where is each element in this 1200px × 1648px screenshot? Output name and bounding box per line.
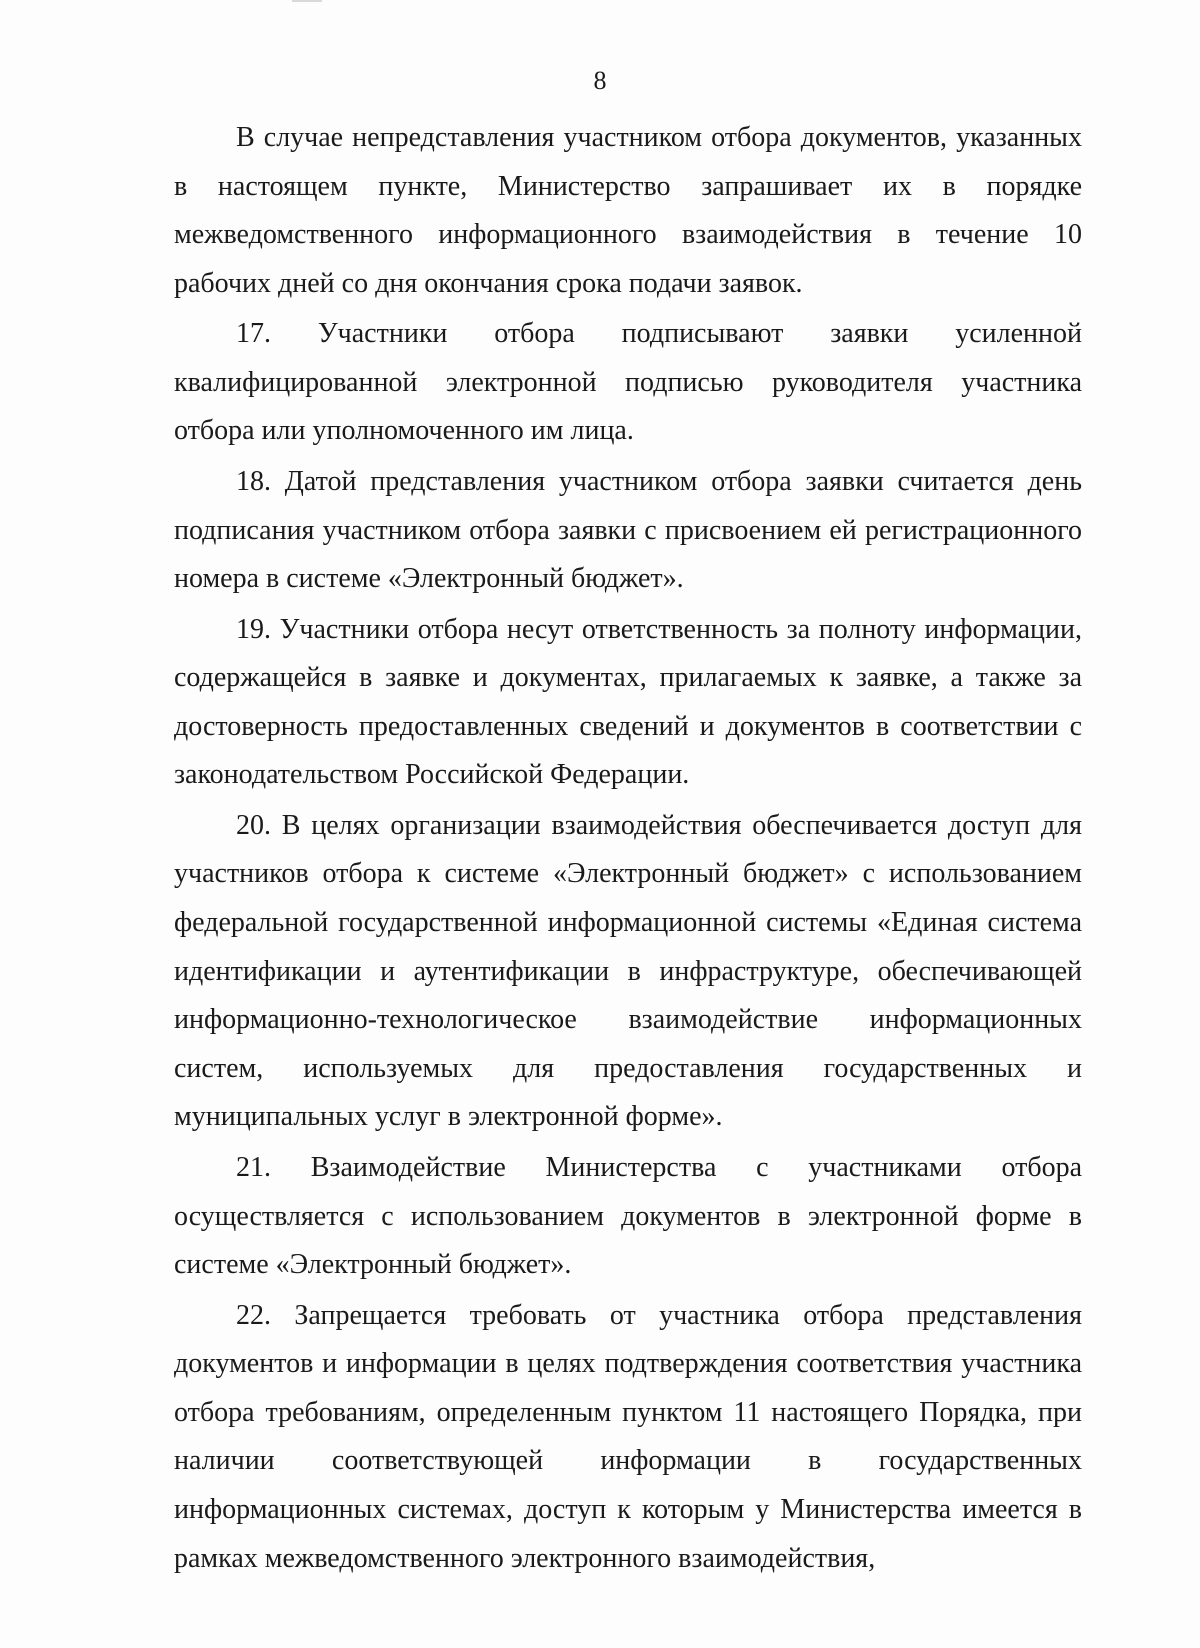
paragraph-20: 20. В целях организации взаимодействия обеспечивается доступ для участников отбора к системе «Электронный бюджет» с использованием федеральной государственной информационной системы «Единая система идентификации и аутентификации в инфраструктуре, обеспечивающей информационно-технологическое взаимодействие информационных систем, используемых для предоставления государственных и муниципальных услуг в электронной форме».: [174, 809, 1082, 1133]
paragraph-21: 21. Взаимодействие Министерства с участниками отбора осуществляется с использованием документов в электронной форме в системе «Электронный бюджет».: [174, 1151, 1082, 1281]
paragraph-22: 22. Запрещается требовать от участника отбора представления документов и информации в целях подтверждения соответствия участника отбора требованиям, определенным пунктом 11 настоящего Порядка, при наличии соответствующей информации в государственных информационных системах, доступ к которым у Министерства имеется в рамках межведомственного электронного взаимодействия,: [174, 1299, 1082, 1574]
page-number: 8: [593, 66, 607, 95]
paragraph-16-continuation: В случае непредставления участником отбора документов, указанных в настоящем пункте, Министерство запрашивает их в порядке межведомственного информационного взаимодействия в течение 10 рабочих дней со дня окончания срока подачи заявок.: [174, 122, 1082, 299]
paragraph-19: 19. Участники отбора несут ответственность за полноту информации, содержащейся в заявке и документах, прилагаемых к заявке, а также за достоверность предоставленных сведений и документов в соответствии с законодательством Российской Федерации.: [174, 613, 1082, 791]
paragraph-17: 17. Участники отбора подписывают заявки усиленной квалифицированной электронной подписью руководителя участника отбора или уполномоченного им лица.: [174, 318, 1082, 447]
scan-artifact: [292, 0, 322, 2]
paragraph-18: 18. Датой представления участником отбора заявки считается день подписания участником отбора заявки с присвоением ей регистрационного номера в системе «Электронный бюджет».: [174, 465, 1082, 595]
document-body: [174, 114, 1082, 1585]
